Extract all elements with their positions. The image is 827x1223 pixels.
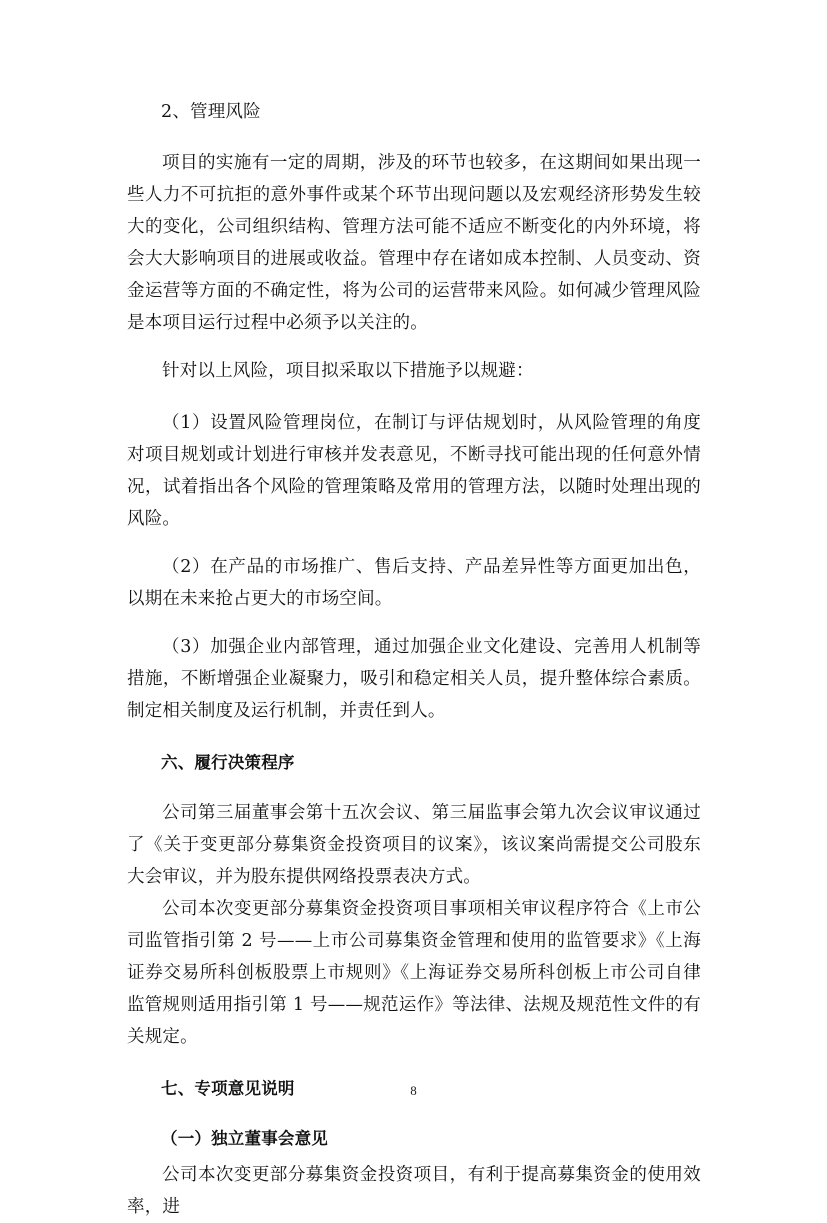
- measure-item-2: （2）在产品的市场推广、售后支持、产品差异性等方面更加出色，以期在未来抢占更大的市场空间。: [127, 557, 701, 609]
- section-7-subsection-1-paragraph: 公司本次变更部分募集资金投资项目，有利于提高募集资金的使用效率，进: [127, 1165, 701, 1217]
- section-6-paragraph-1: 公司第三届董事会第十五次会议、第三届监事会第九次会议审议通过了《关于变更部分募集资金投资项目的议案》，该议案尚需提交公司股东大会审议，并为股东提供网络投票表决方式。: [127, 803, 701, 887]
- section-7-title: 七、专项意见说明: [161, 1079, 295, 1098]
- measures-intro: 针对以上风险，项目拟采取以下措施予以规避：: [162, 361, 534, 381]
- measure-item-1: （1）设置风险管理岗位，在制订与评估规划时，从风险管理的角度对项目规划或计划进行审核并发表意见，不断寻找可能出现的任何意外情况，试着指出各个风险的管理策略及常用的管理方法，以随时处理出现的风险。: [127, 413, 701, 529]
- section-6-paragraph-2: 公司本次变更部分募集资金投资项目事项相关审议程序符合《上市公司监管指引第 2 号——上市公司募集资金管理和使用的监管要求》《上海证券交易所科创板股票上市规则》《上海证券交易所科创板上市公司自律监管规则适用指引第 1 号——规范运作》等法律、法规及规范性文件的有关规定。: [127, 899, 701, 1047]
- measure-item-3: （3）加强企业内部管理，通过加强企业文化建设、完善用人机制等措施，不断增强企业凝聚力，吸引和稳定相关人员，提升整体综合素质。制定相关制度及运行机制，并责任到人。: [127, 637, 701, 721]
- page-number: 8: [410, 1083, 417, 1098]
- section-7-subsection-1-title: （一）独立董事会意见: [161, 1129, 328, 1148]
- section-6-title: 六、履行决策程序: [161, 753, 295, 772]
- management-risk-heading: 2、管理风险: [161, 102, 261, 122]
- management-risk-paragraph: 项目的实施有一定的周期，涉及的环节也较多，在这期间如果出现一些人力不可抗拒的意外事件或某个环节出现问题以及宏观经济形势发生较大的变化，公司组织结构、管理方法可能不适应不断变化的内外环境，将会大大影响项目的进展或收益。管理中存在诸如成本控制、人员变动、资金运营等方面的不确定性，将为公司的运营带来风险。如何减少管理风险是本项目运行过程中必须予以关注的。: [127, 153, 701, 333]
- document-body: [127, 96, 701, 1223]
